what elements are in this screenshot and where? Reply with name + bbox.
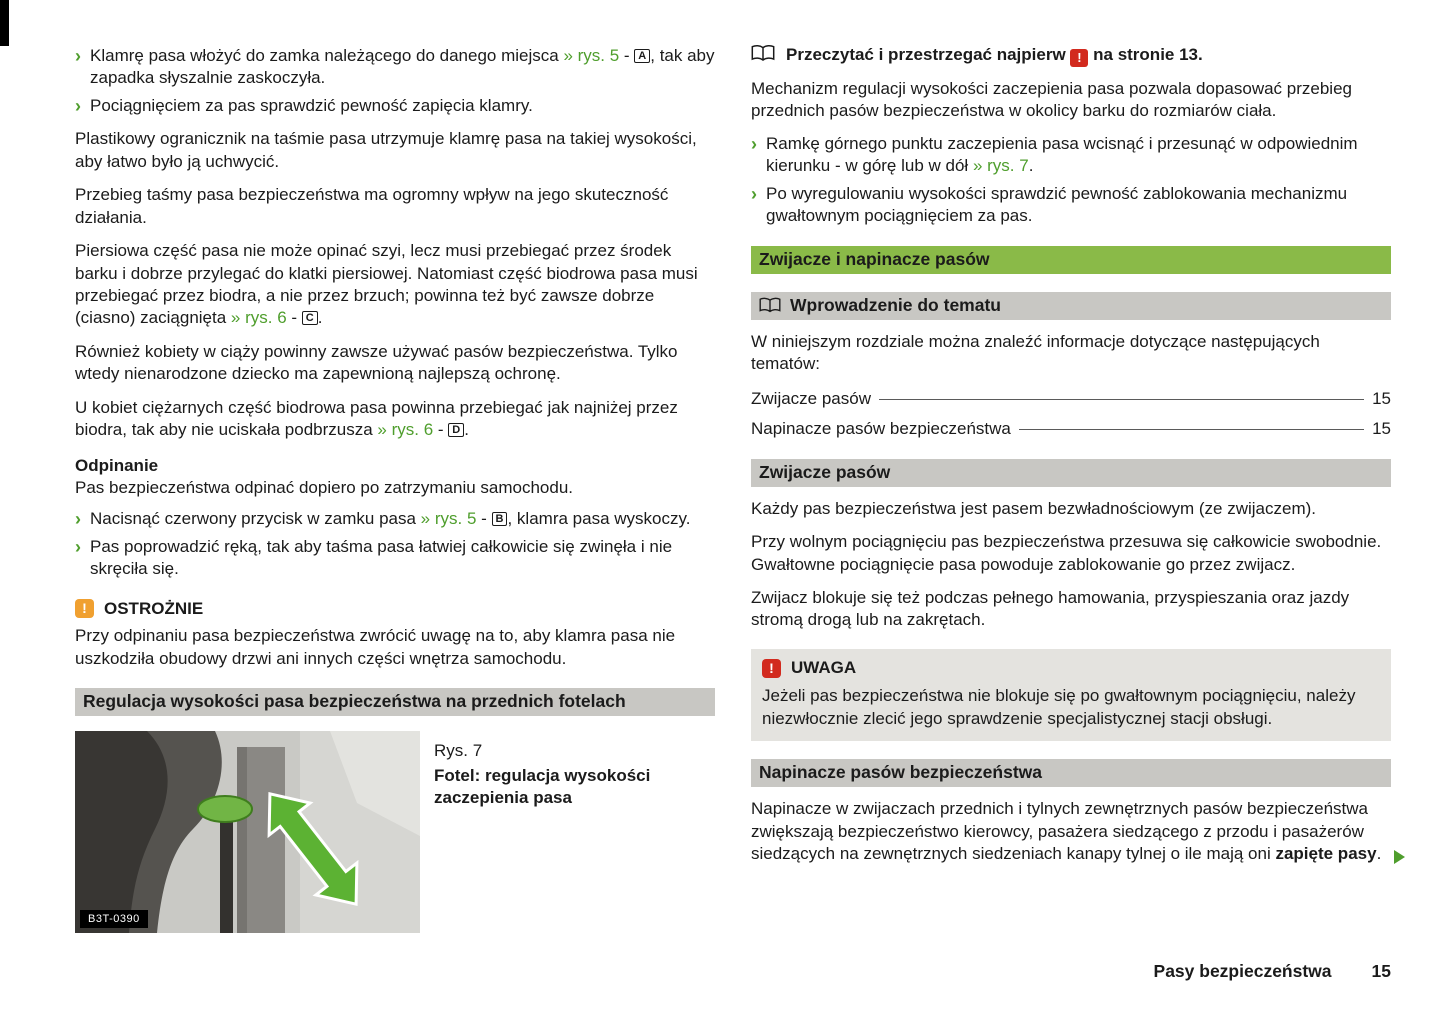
text-segment: Pociągnięciem za pas sprawdzić pewność zapięcia klamry. — [90, 95, 533, 115]
read-first-note — [751, 44, 1391, 67]
list-item — [75, 508, 715, 530]
paragraph — [75, 397, 715, 442]
figure-label: Rys. 7 — [434, 741, 483, 761]
cross-reference: » rys. 6 — [377, 420, 434, 440]
paragraph — [751, 798, 1391, 865]
section-header-label: Wprowadzenie do tematu — [790, 294, 1001, 315]
belt-strap-shape — [220, 819, 233, 933]
list-item — [75, 536, 715, 581]
footer-chapter-label: Pasy bezpieczeństwa — [1153, 961, 1332, 981]
caution-block — [75, 598, 715, 670]
text-segment: Po wyregulowaniu wysokości sprawdzić pewność zablokowania mechanizmu gwałtownym pociągnięciem za pas. — [766, 183, 1348, 226]
text-segment: Napinacze w zwijaczach przednich i tylnych zewnętrznych pasów bezpieczeństwa zwiększają bezpieczeństwo kierowcy, pasażera siedzącego z przodu i pasażerów siedzących na zewnętrznych siedzeniach kanapy tylnej o ile mają oni — [751, 799, 1369, 864]
text-segment: U kobiet ciężarnych część biodrowa pasa powinna przebiegać jak najniżej przez biodra, tak aby nie uciskała podbrzusza — [75, 397, 678, 440]
list-item — [751, 183, 1391, 228]
left-column — [75, 40, 715, 933]
figure-seat-belt-adjuster — [75, 731, 715, 933]
continuation-arrow-icon — [1394, 850, 1405, 864]
list-item — [75, 95, 715, 117]
figure-title: Fotel: regulacja wysokości zaczepienia pasa — [434, 765, 651, 808]
text-segment: . — [1376, 844, 1382, 864]
bullet-chevron-icon: › — [75, 536, 81, 557]
key-letter-box: D — [448, 423, 464, 437]
text-segment: Przeczytać i przestrzegać najpierw — [786, 45, 1071, 64]
page-footer — [1154, 960, 1391, 983]
bullet-text — [90, 508, 715, 530]
cross-reference: » rys. 5 — [420, 509, 477, 529]
toc-leader-line — [879, 399, 1364, 400]
section-header-napinacze: Napinacze pasów bezpieczeństwa — [751, 759, 1391, 787]
text-segment: , tak aby zapadka słyszalnie zaskoczyła. — [90, 46, 715, 88]
paragraph: Plastikowy ogranicznik na taśmie pasa utrzymuje klamrę pasa na takiej wysokości, aby łatwo było ją uchwycić. — [75, 129, 697, 171]
adjuster-button-highlight — [198, 796, 252, 822]
chapter-header-zwijacze: Zwijacze i napinacze pasów — [751, 246, 1391, 274]
toc-label: Zwijacze pasów — [751, 388, 871, 408]
figure-caption — [434, 731, 715, 933]
warning-note-header — [762, 657, 1380, 679]
text-segment: Klamrę pasa włożyć do zamka należącego do danego miejsca — [90, 46, 564, 65]
paragraph: W niniejszym rozdziale można znaleźć informacje dotyczące następujących tematów: — [751, 331, 1320, 374]
bullet-text — [766, 183, 1391, 228]
figure-photo — [75, 731, 420, 933]
figure-code: B3T-0390 — [80, 910, 148, 929]
warning-note-block — [751, 649, 1391, 741]
page-edge-tab — [0, 0, 9, 46]
bullet-chevron-icon: › — [75, 46, 81, 66]
key-letter-box: A — [634, 49, 650, 63]
bullet-chevron-icon: › — [75, 509, 81, 530]
paragraph: Przebieg taśmy pasa bezpieczeństwa ma ogromny wpływ na jego skuteczność działania. — [75, 185, 669, 227]
paragraph: Również kobiety w ciąży powinny zawsze używać pasów bezpieczeństwa. Tylko wtedy nienarodzone dziecko ma zapewnioną najlepszą ochronę. — [75, 341, 678, 384]
section-header-wprowadzenie — [751, 292, 1391, 320]
text-segment: Nacisnąć czerwony przycisk w zamku pasa — [90, 509, 421, 529]
list-item — [751, 133, 1391, 178]
text-segment: Pas poprowadzić ręką, tak aby taśma pasa łatwiej całkowicie się zwinęła i nie skręciła się. — [90, 536, 673, 579]
caution-icon: ! — [75, 599, 94, 618]
bullet-text — [90, 95, 715, 117]
paragraph: Każdy pas bezpieczeństwa jest pasem bezwładnościowym (ze zwijaczem). — [751, 498, 1317, 518]
bullet-chevron-icon: › — [751, 133, 757, 154]
text-segment: zapięte pasy — [1275, 844, 1377, 864]
bullet-text — [90, 536, 715, 581]
cross-reference: » rys. 5 — [563, 46, 620, 65]
warning-icon: ! — [762, 659, 781, 678]
text-segment: Ramkę górnego punktu zaczepienia pasa wcisnąć i przesunąć w odpowiednim kierunku - w górę lub w dół — [766, 133, 1358, 176]
key-letter-box: B — [492, 512, 508, 526]
bullet-text — [766, 133, 1391, 178]
bullet-text — [90, 45, 715, 90]
right-column — [751, 40, 1391, 866]
text-segment: . — [1028, 156, 1034, 176]
key-letter-box: C — [302, 311, 318, 325]
seat-photo-illustration — [75, 731, 420, 933]
text-segment: - — [286, 308, 302, 328]
caution-body: Przy odpinaniu pasa bezpieczeństwa zwrócić uwagę na to, aby klamra pasa nie uszkodziła obudowy drzwi ani innych części wnętrza samochodu. — [75, 626, 676, 668]
toc-page-number: 15 — [1372, 419, 1391, 439]
text-segment: - — [619, 46, 635, 65]
section-header-regulacja: Regulacja wysokości pasa bezpieczeństwa na przednich fotelach — [75, 688, 715, 716]
toc-row — [751, 418, 1391, 440]
bullet-chevron-icon: › — [75, 95, 81, 116]
book-icon — [751, 44, 775, 62]
paragraph: Mechanizm regulacji wysokości zaczepienia pasa pozwala dopasować przebieg przednich pasów bezpieczeństwa w okolicy barku do rozmiarów ciała. — [751, 79, 1352, 121]
warning-ref-icon: ! — [1070, 49, 1088, 67]
text-segment: Piersiowa część pasa nie może opinać szyi, lecz musi przebiegać przez środek barku i dobrze przylegać do klatki piersiowej. Natomiast część biodrowa pasa musi przebiegać przez biodra, a nie przez brzuch; powinna też być zawsze dobrze (ciasno) zaciągnięta — [75, 241, 698, 328]
caution-header — [75, 598, 715, 620]
text-segment: - — [476, 509, 492, 529]
book-icon — [759, 297, 781, 313]
warning-title: UWAGA — [791, 657, 857, 677]
toc-label: Napinacze pasów bezpieczeństwa — [751, 419, 1011, 439]
text-segment: . — [464, 420, 469, 440]
paragraph: Pas bezpieczeństwa odpinać dopiero po zatrzymaniu samochodu. — [75, 478, 574, 497]
read-first-text — [786, 44, 1203, 67]
warning-body: Jeżeli pas bezpieczeństwa nie blokuje się po gwałtownym pociągnięciu, należy niezwłocznie zlecić jego sprawdzenie specjalistycznej stacji obsługi. — [762, 686, 1356, 728]
text-segment: - — [433, 420, 449, 440]
toc-leader-line — [1019, 429, 1364, 430]
subheading-odpinanie: Odpinanie — [75, 455, 159, 475]
toc-page-number: 15 — [1372, 388, 1391, 408]
cross-reference: » rys. 7 — [972, 156, 1029, 176]
list-item — [75, 45, 715, 90]
text-segment: . — [317, 308, 323, 328]
bullet-chevron-icon: › — [751, 183, 757, 204]
caution-title: OSTROŻNIE — [104, 598, 204, 618]
paragraph: Zwijacz blokuje się też podczas pełnego hamowania, przyspieszania oraz jazdy stromą drogą lub na zakrętach. — [751, 587, 1350, 630]
toc-row — [751, 388, 1391, 410]
footer-page-number: 15 — [1371, 961, 1391, 981]
text-segment: na stronie 13. — [1088, 45, 1203, 64]
section-header-zwijacze-pasow: Zwijacze pasów — [751, 459, 1391, 487]
paragraph: Przy wolnym pociągnięciu pas bezpieczeństwa przesuwa się całkowicie swobodnie. Gwałtowne pociągnięcie pasa powoduje zablokowanie go przez zwijacz. — [751, 532, 1382, 574]
text-segment: , klamra pasa wyskoczy. — [507, 509, 691, 529]
cross-reference: » rys. 6 — [230, 308, 287, 328]
paragraph — [75, 240, 715, 330]
